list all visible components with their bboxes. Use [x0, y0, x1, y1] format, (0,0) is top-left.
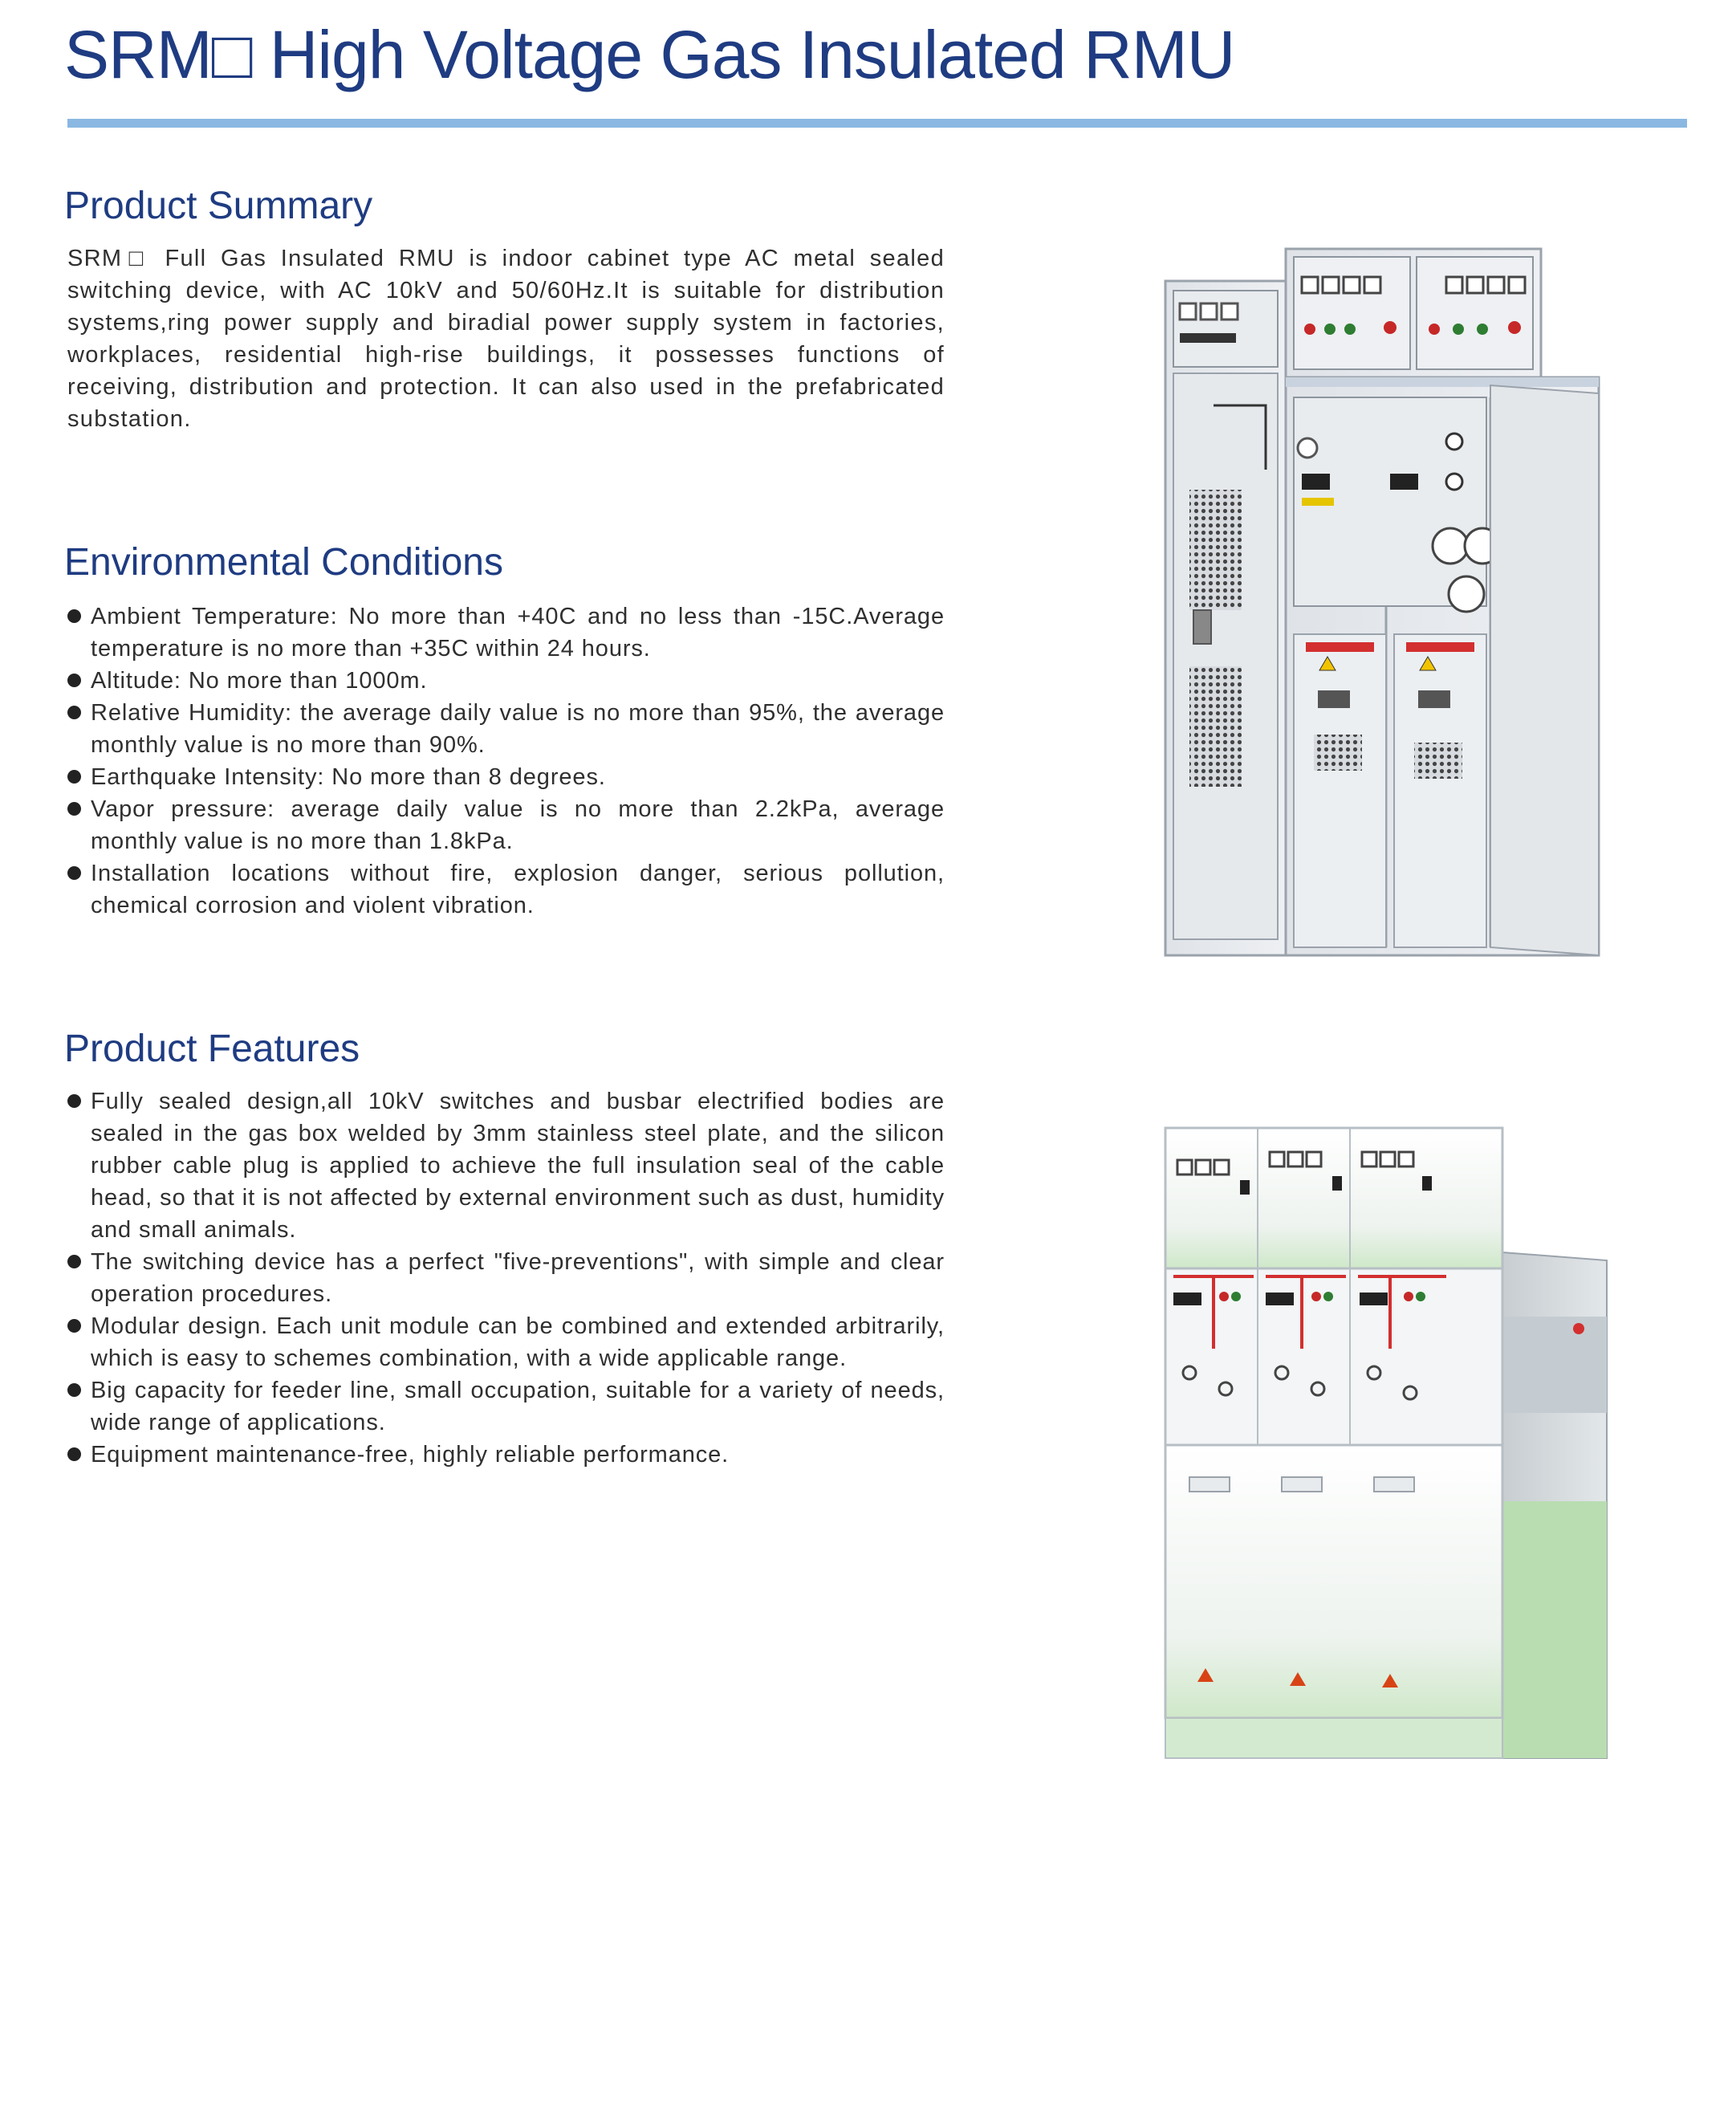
bullet-icon [67, 1255, 81, 1268]
environmental-conditions-heading: Environmental Conditions [64, 541, 503, 584]
bullet-icon [67, 674, 81, 687]
product-photo-2 [1149, 1116, 1621, 1792]
list-item: The switching device has a perfect "five-preventions", with simple and clear operation procedures. [67, 1246, 945, 1310]
environmental-conditions-list [67, 600, 945, 922]
bullet-icon [67, 866, 81, 880]
list-item: Installation locations without fire, explosion danger, serious pollution, chemical corrosion and violent vibration. [67, 857, 945, 922]
product-features-list [67, 1085, 945, 1471]
title-divider [67, 119, 1687, 128]
bullet-icon [67, 1319, 81, 1333]
list-item: Relative Humidity: the average daily value is no more than 95%, the average monthly value is no more than 90%. [67, 697, 945, 761]
list-item: Fully sealed design,all 10kV switches and busbar electrified bodies are sealed in the gas box welded by 3mm stainless steel plate, and the silicon rubber cable plug is applied to achieve the full insulation seal of the cable head, so that it is not affected by external environment such as dust, humidity and small animals. [67, 1085, 945, 1246]
bullet-icon [67, 1383, 81, 1397]
product-summary-heading: Product Summary [64, 185, 373, 227]
page-title: SRM□ High Voltage Gas Insulated RMU [64, 17, 1235, 92]
bullet-icon [67, 1447, 81, 1461]
list-item: Big capacity for feeder line, small occupation, suitable for a variety of needs, wide range of applications. [67, 1374, 945, 1439]
bullet-icon [67, 802, 81, 816]
list-item: Vapor pressure: average daily value is no more than 2.2kPa, average monthly value is no more than 1.8kPa. [67, 793, 945, 857]
list-item: Earthquake Intensity: No more than 8 degrees. [67, 761, 945, 793]
bullet-icon [67, 609, 81, 623]
bullet-icon [67, 706, 81, 719]
list-item: Altitude: No more than 1000m. [67, 665, 945, 697]
bullet-icon [67, 770, 81, 784]
product-summary-text: SRM□ Full Gas Insulated RMU is indoor cabinet type AC metal sealed switching device, with AC 10kV and 50/60Hz.It is suitable for distribution systems,ring power supply and biradial power supply system in factories, workplaces, residential high-rise buildings, it possesses functions of receiving, distribution and protection. It can also used in the prefabricated substation. [67, 246, 945, 432]
list-item: Equipment maintenance-free, highly reliable performance. [67, 1439, 945, 1471]
bullet-icon [67, 1094, 81, 1108]
list-item: Modular design. Each unit module can be combined and extended arbitrarily, which is easy to schemes combination, with a wide applicable range. [67, 1310, 945, 1374]
list-item: Ambient Temperature: No more than +40C and no less than -15C.Average temperature is no more than +35C within 24 hours. [67, 600, 945, 665]
product-features-heading: Product Features [64, 1028, 360, 1070]
product-photo-1 [1149, 233, 1621, 973]
